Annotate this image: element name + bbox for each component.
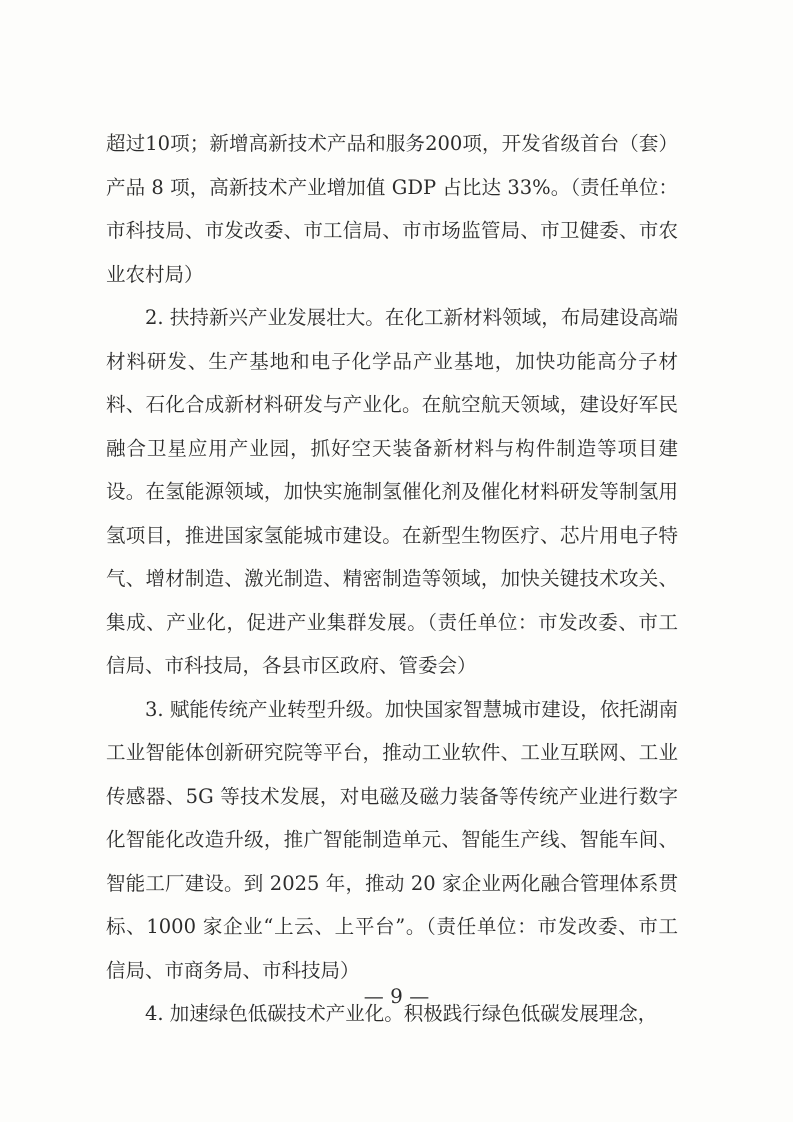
- paragraph-item-4: 4. 加速绿色低碳技术产业化。积极践行绿色低碳发展理念，: [145, 1002, 658, 1025]
- page-number: — 9 —: [363, 984, 430, 1008]
- paragraph-continuation: 超过10项；新增高新技术产品和服务200项，开发省级首台（套）产品 8 项，高新技术产业增加值 GDP 占比达 33%。（责任单位：市科技局、市发改委、市工信局、市市场监管局、市卫健委、市农业农村局）: [106, 132, 678, 286]
- paragraph-item-2: 2. 扶持新兴产业发展壮大。在化工新材料领域，布局建设高端材料研发、生产基地和电子化学品产业基地，加快功能高分子材料、石化合成新材料研发与产业化。在航空航天领域，建设好军民融合卫星应用产业园，抓好空天装备新材料与构件制造等项目建设。在氢能源领域，加快实施制氢催化剂及催化材料研发等制氢用氢项目，推进国家氢能城市建设。在新型生物医疗、芯片用电子特气、增材制造、激光制造、精密制造等领域，加快关键技术攻关、集成、产业化，促进产业集群发展。（责任单位：市发改委、市工信局、市科技局，各县市区政府、管委会）: [106, 306, 678, 677]
- document-body: [106, 122, 678, 1036]
- paragraph-item-3: 3. 赋能传统产业转型升级。加快国家智慧城市建设，依托湖南工业智能体创新研究院等平台，推动工业软件、工业互联网、工业传感器、5G 等技术发展，对电磁及磁力装备等传统产业进行数字化智能化改造升级，推广智能制造单元、智能生产线、智能车间、智能工厂建设。到 2025 年，推动 20 家企业两化融合管理体系贯标、1000 家企业“上云、上平台”。（责任单位：市发改委、市工信局、市商务局、市科技局）: [106, 697, 678, 982]
